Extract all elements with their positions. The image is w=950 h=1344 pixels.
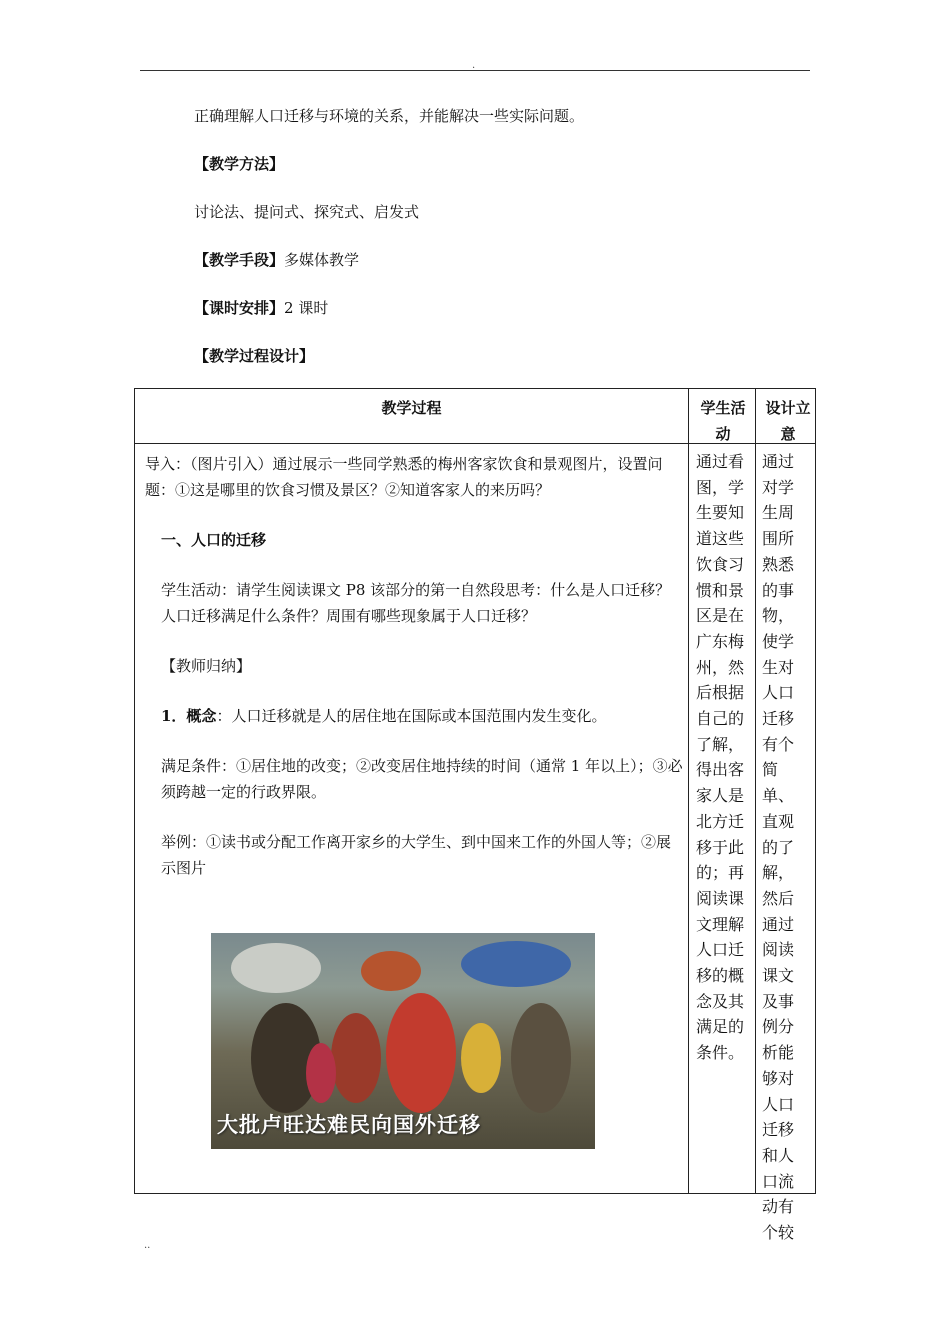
header-process: 教学过程 — [381, 399, 442, 417]
process-heading: 【教学过程设计】 — [194, 347, 315, 365]
intro-line: 正确理解人口迁移与环境的关系，并能解决一些实际问题。 — [194, 107, 585, 125]
summary-heading: 【教师归纳】 — [161, 657, 252, 675]
means-line — [194, 250, 359, 270]
intro-paragraph: 导入：（图片引入）通过展示一些同学熟悉的梅州客家饮食和景观图片，设置问题：①这是哪里的饮食习惯及景区？②知道客家人的来历吗？ — [145, 455, 663, 499]
activity-paragraph: 学生活动：请学生阅读课文 P8 该部分的第一自然段思考：什么是人口迁移？人口迁移满足什么条件？周围有哪些现象属于人口迁移？ — [161, 581, 671, 625]
table-divider — [755, 389, 756, 1193]
refugee-photo — [211, 933, 595, 1149]
header-design: 设计立意 — [765, 399, 811, 443]
means-text: 多媒体教学 — [284, 251, 360, 269]
means-heading: 【教学手段】 — [194, 251, 285, 269]
design-intent: 通过对学生周围所熟悉的事物，使学生对人口迁移有个简单、直观的了解，然后通过阅读课文及事例分析能够对人口迁移和人口流动有个较 — [762, 452, 795, 1243]
header-mark: . — [472, 60, 476, 71]
schedule-text: 2 课时 — [284, 299, 329, 317]
schedule-line — [194, 298, 328, 318]
student-activity: 通过看图，学生要知道这些饮食习惯和景区是在广东梅州，然后根据自己的了解，得出客家人是北方迁移于此的；再阅读课文理解人口迁移的概念及其满足的条件。 — [696, 452, 745, 1063]
method-heading: 【教学方法】 — [194, 155, 285, 173]
concept-paragraph — [145, 703, 683, 729]
lesson-table — [134, 388, 816, 1243]
concept-text: ：人口迁移就是人的居住地在国际或本国范围内发生变化。 — [216, 707, 607, 725]
examples-paragraph: 举例：①读书或分配工作离开家乡的大学生、到中国来工作的外国人等；②展示图片 — [161, 833, 672, 877]
header-student: 学生活动 — [700, 399, 746, 443]
method-text: 讨论法、提问式、探究式、启发式 — [194, 203, 420, 221]
footer-mark: .. — [144, 1240, 151, 1251]
process-content — [145, 451, 683, 905]
section-title: 一、人口的迁移 — [161, 531, 267, 549]
header-rule — [140, 70, 810, 71]
schedule-heading: 【课时安排】 — [194, 299, 285, 317]
photo-caption: 大批卢旺达难民向国外迁移 — [217, 1113, 481, 1137]
concept-label: 1．概念 — [161, 707, 217, 725]
table-divider — [688, 389, 689, 1193]
conditions-paragraph: 满足条件：①居住地的改变；②改变居住地持续的时间（通常 1 年以上）；③必须跨越一定的行政界限。 — [161, 757, 683, 801]
